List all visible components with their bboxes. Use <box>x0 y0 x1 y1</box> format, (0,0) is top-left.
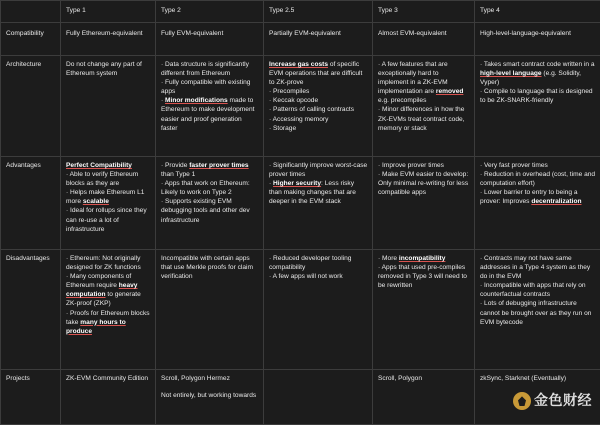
proj-type2-note: Not entirely, but working towards <box>161 391 259 400</box>
cell-arch-type1: Do not change any part of Ethereum system <box>61 56 156 157</box>
row-label-compatibility: Compatibility <box>1 23 61 56</box>
adv-type25-line: · Significantly improve worst-case prover times <box>269 161 368 179</box>
dis-type3-line: · Apps that used pre-compiles removed in Type 3 will need to be rewritten <box>378 263 470 290</box>
cell-compat-type4: High-level-language-equivalent <box>475 23 600 56</box>
arch-type2-line: · Minor modifications made to Ethereum to make development easier and proof generation faster <box>161 96 259 132</box>
arch-type25-line: · Precompiles <box>269 87 368 96</box>
highlight-text: Higher security <box>273 180 321 187</box>
cell-dis-type1 <box>61 250 156 370</box>
row-architecture <box>1 56 600 157</box>
watermark <box>513 392 592 411</box>
watermark-text: 金色财经 <box>534 392 592 411</box>
cell-compat-type1: Fully Ethereum-equivalent <box>61 23 156 56</box>
row-projects <box>1 370 600 425</box>
adv-type2-line: · Supports existing EVM debugging tools and other dev infrastructure <box>161 197 259 224</box>
highlight-text: faster prover times <box>189 162 248 169</box>
dis-type4-line: · Lots of debugging infrastructure cannot be brought over as they run on EVM bytecode <box>480 299 596 326</box>
arch-type25-line: Increase gas costs of specific EVM operations that are difficult to ZK-prove <box>269 60 368 87</box>
cell-compat-type3: Almost EVM-equivalent <box>373 23 475 56</box>
cell-arch-type2 <box>156 56 264 157</box>
cell-arch-type4 <box>475 56 600 157</box>
adv-type1-line <box>66 161 151 170</box>
dis-type1-line: · Proofs for Ethereum blocks take many hours to produce <box>66 309 151 336</box>
cell-dis-type2-5 <box>264 250 373 370</box>
cell-adv-type2 <box>156 157 264 250</box>
cell-adv-type1 <box>61 157 156 250</box>
adv-type3-line: · Make EVM easier to develop: Only minimal re-writing for less compatible apps <box>378 170 470 197</box>
cell-adv-type3 <box>373 157 475 250</box>
header-type4: Type 4 <box>475 1 600 23</box>
cell-dis-type2: Incompatible with certain apps that use Merkle proofs for claim verification <box>156 250 264 370</box>
highlight-text: Increase gas costs <box>269 61 328 68</box>
cell-proj-type2 <box>156 370 264 425</box>
cell-proj-type1: ZK-EVM Community Edition <box>61 370 156 425</box>
arch-type4-line: · Takes smart contract code written in a high-level language (e.g. Solidity, Vyper) <box>480 60 596 87</box>
highlight-text: decentralization <box>531 198 581 205</box>
row-disadvantages <box>1 250 600 370</box>
arch-type2-line: · Data structure is significantly different from Ethereum <box>161 60 259 78</box>
dis-type4-line: · Incompatible with apps that rely on counterfactual contracts <box>480 281 596 299</box>
adv-type25-line: · Higher security: Less risky than making changes that are deeper in the EVM stack <box>269 179 368 206</box>
cell-arch-type3 <box>373 56 475 157</box>
cell-arch-type2-5 <box>264 56 373 157</box>
proj-type2-line: Scroll, Polygon Hermez <box>161 374 259 383</box>
row-label-architecture: Architecture <box>1 56 61 157</box>
highlight-text: scalable <box>83 198 109 205</box>
header-type3: Type 3 <box>373 1 475 23</box>
highlight-text: Minor modifications <box>165 97 228 104</box>
highlight-text: incompatibility <box>399 255 446 262</box>
row-advantages <box>1 157 600 250</box>
adv-type4-line: · Reduction in overhead (cost, time and computation effort) <box>480 170 596 188</box>
adv-type2-line: · Provide faster prover times than Type 1 <box>161 161 259 179</box>
dis-type25-line: · A few apps will not work <box>269 272 368 281</box>
header-type2: Type 2 <box>156 1 264 23</box>
jinse-logo-icon <box>513 392 531 410</box>
adv-type1-line: · Helps make Ethereum L1 more scalable <box>66 188 151 206</box>
cell-compat-type2-5: Partially EVM-equivalent <box>264 23 373 56</box>
row-label-disadvantages: Disadvantages <box>1 250 61 370</box>
highlight-text: many hours to produce <box>66 319 126 335</box>
dis-type4-line: · Contracts may not have same addresses in a Type 4 system as they do in the EVM <box>480 254 596 281</box>
dis-type25-line: · Reduced developer tooling compatibility <box>269 254 368 272</box>
cell-proj-type2-5 <box>264 370 373 425</box>
header-row <box>1 1 600 23</box>
dis-type1-line: · Many components of Ethereum require heavy computation to generate ZK-proof (ZKP) <box>66 272 151 308</box>
header-type1: Type 1 <box>61 1 156 23</box>
row-compatibility <box>1 23 600 56</box>
arch-type3-line: · A few features that are exceptionally hard to implement in a ZK-EVM implementation are removed e.g. precompiles <box>378 60 470 105</box>
highlight-text: removed <box>436 88 464 95</box>
cell-dis-type4 <box>475 250 600 370</box>
adv-type3-line: · Improve prover times <box>378 161 470 170</box>
highlight-text: heavy computation <box>66 282 137 298</box>
cell-adv-type2-5 <box>264 157 373 250</box>
adv-type4-line: · Very fast prover times <box>480 161 596 170</box>
header-type2-5: Type 2.5 <box>264 1 373 23</box>
highlight-text: Perfect Compatibility <box>66 162 132 169</box>
cell-dis-type3 <box>373 250 475 370</box>
arch-type25-line: · Patterns of calling contracts <box>269 105 368 114</box>
row-label-advantages: Advantages <box>1 157 61 250</box>
adv-type4-line: · Lower barrier to entry to being a prover: Improves decentralization <box>480 188 596 206</box>
arch-type25-line: · Storage <box>269 124 368 133</box>
highlight-text: high-level language <box>480 70 542 77</box>
adv-type2-line: · Apps that work on Ethereum: Likely to work on Type 2 <box>161 179 259 197</box>
arch-type3-line: · Minor differences in how the ZK-EVMs treat contract code, memory or stack <box>378 105 470 132</box>
dis-type1-line: · Ethereum: Not originally designed for ZK functions <box>66 254 151 272</box>
header-corner <box>1 1 61 23</box>
dis-type3-line: · More incompatibility <box>378 254 470 263</box>
adv-type1-line: · Able to verify Ethereum blocks as they are <box>66 170 151 188</box>
row-label-projects: Projects <box>1 370 61 425</box>
arch-type4-line: · Compile to language that is designed to be ZK-SNARK-friendly <box>480 87 596 105</box>
arch-type25-line: · Keccak opcode <box>269 96 368 105</box>
cell-proj-type3: Scroll, Polygon <box>373 370 475 425</box>
adv-type1-line: · Ideal for rollups since they can re-use a lot of infrastructure <box>66 206 151 233</box>
arch-type25-line: · Accessing memory <box>269 115 368 124</box>
cell-proj-type4: zkSync, Starknet (Eventually) <box>475 370 600 425</box>
arch-type2-line: · Fully compatible with existing apps <box>161 78 259 96</box>
cell-adv-type4 <box>475 157 600 250</box>
cell-compat-type2: Fully EVM-equivalent <box>156 23 264 56</box>
